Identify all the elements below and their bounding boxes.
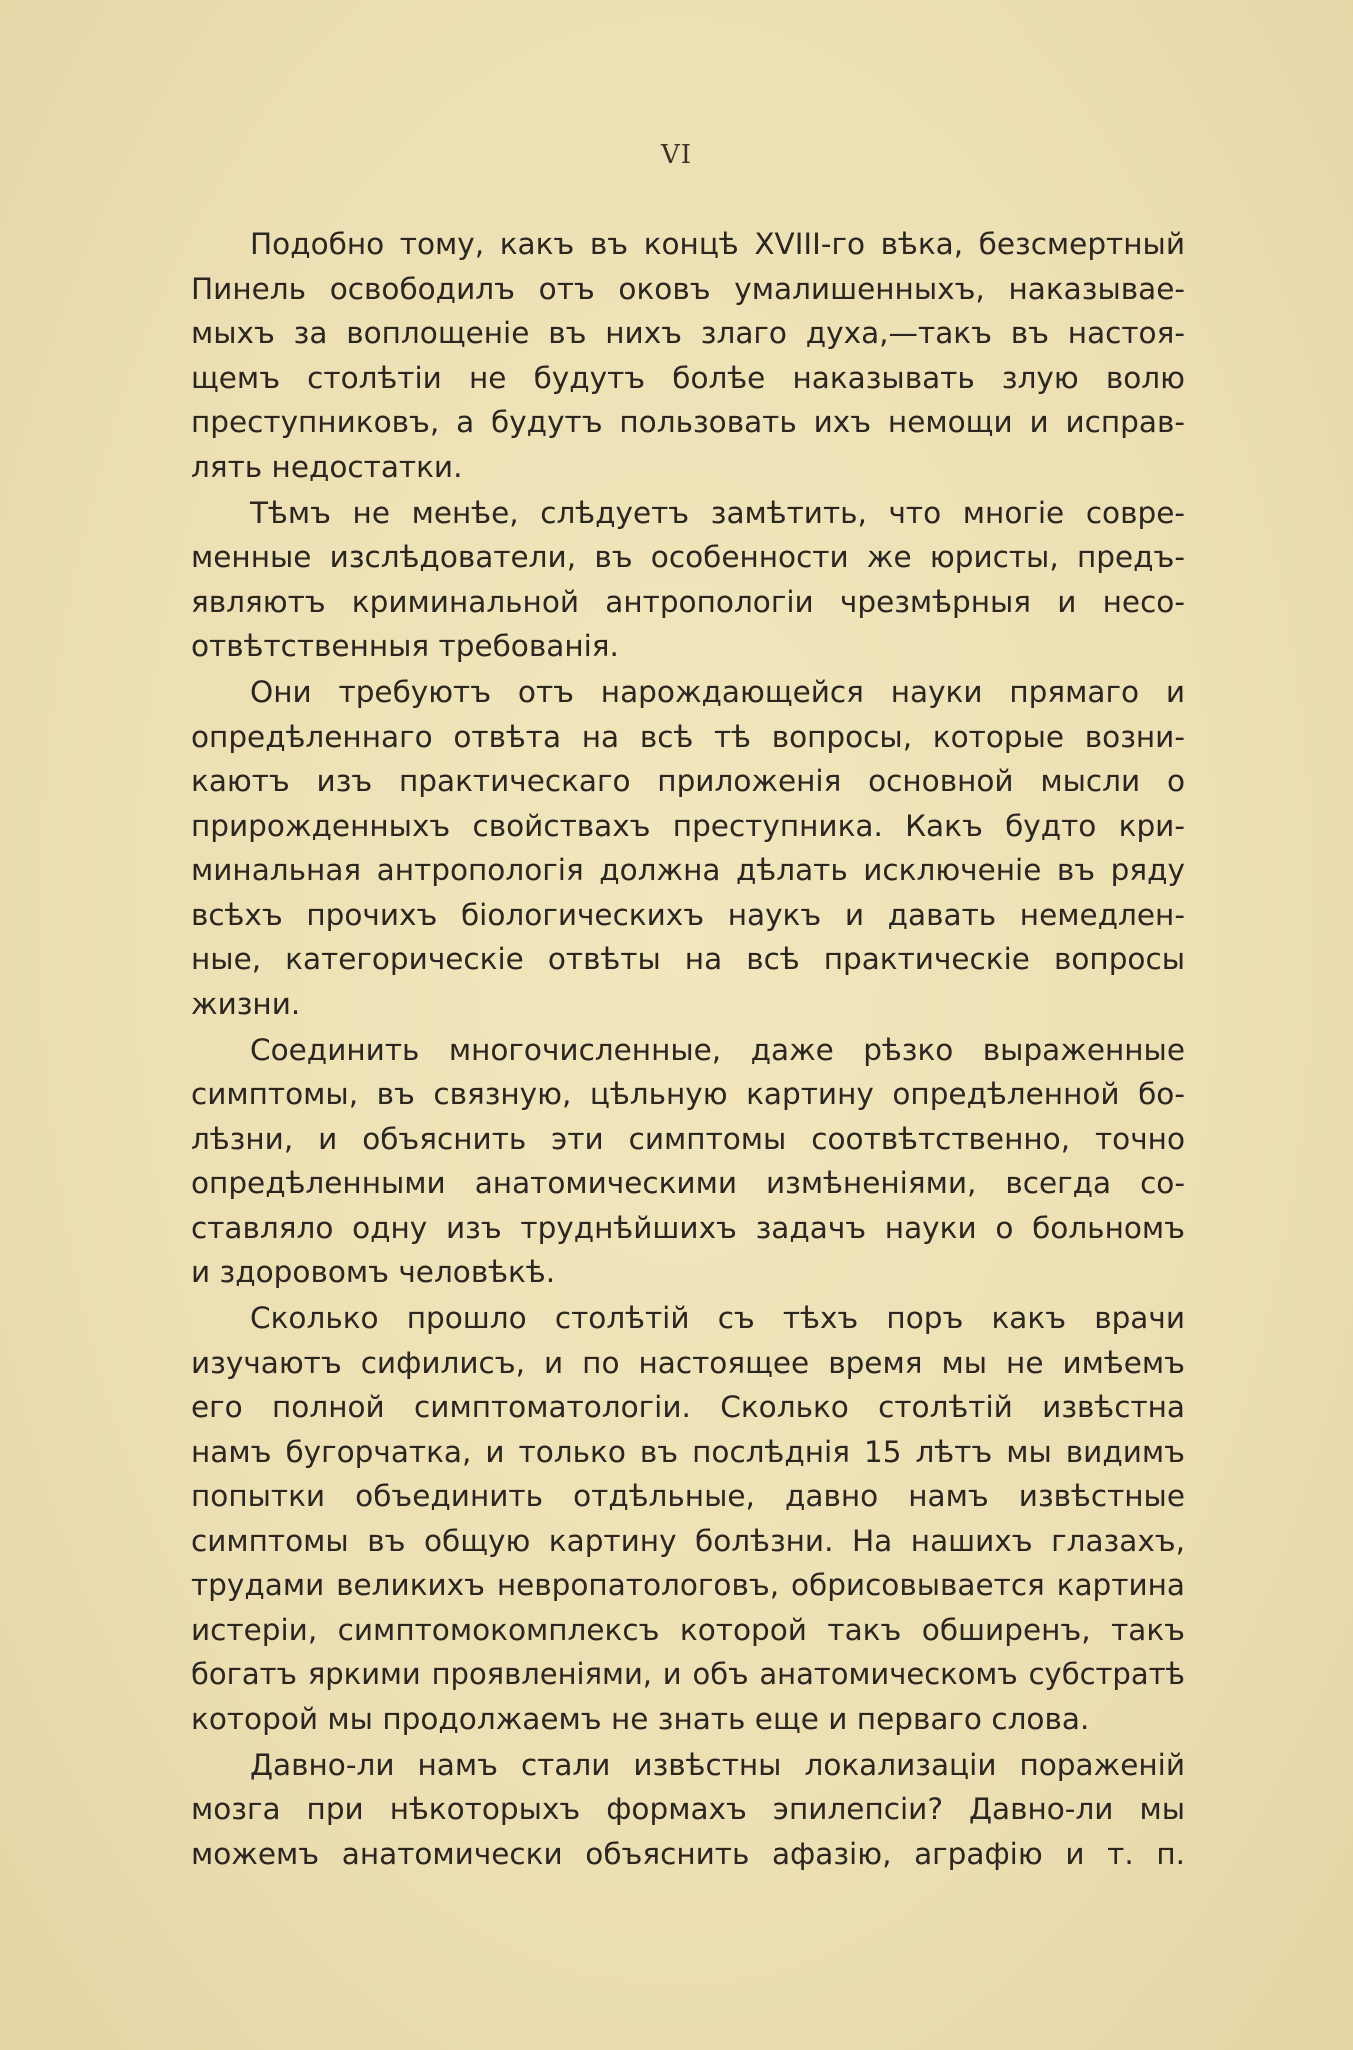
body-text (191, 222, 1185, 1876)
text-line: симптомы, въ связную, цѣльную картину опредѣленной бо- (191, 1077, 1185, 1111)
text-line: трудами великихъ невропатологовъ, обрисовывается картина (191, 1568, 1185, 1602)
text-line: минальная антропологія должна дѣлать исключеніе въ ряду (191, 853, 1185, 887)
text-line: Давно-ли намъ стали извѣстны локализаціи пораженій (250, 1747, 1185, 1782)
text-line: опредѣленнаго отвѣта на всѣ тѣ вопросы, которые возни- (191, 719, 1185, 754)
text-line: его полной симптоматологіи. Сколько столѣтій извѣстна (191, 1390, 1185, 1424)
text-line: богатъ яркими проявленіями, и объ анатомическомъ субстратѣ (191, 1657, 1185, 1691)
text-line: опредѣленными анатомическими измѣненіями, всегда со- (191, 1166, 1185, 1200)
paragraph-6 (191, 1743, 1185, 1877)
text-line: отвѣтственныя требованія. (191, 629, 619, 663)
text-line: ные, категорическіе отвѣты на всѣ практическіе вопросы (191, 942, 1185, 976)
text-line: истеріи, симптомокомплексъ которой такъ обширенъ, такъ (191, 1612, 1185, 1647)
text-line: мыхъ за воплощеніе въ нихъ злаго духа,—такъ въ настоя- (191, 316, 1185, 350)
text-line: лѣзни, и объяснить эти симптомы соотвѣтственно, точно (191, 1121, 1185, 1156)
page-number: VI (660, 140, 693, 170)
paragraph-1 (191, 222, 1185, 489)
text-line: намъ бугорчатка, и только въ послѣднія 15 лѣтъ мы видимъ (191, 1434, 1185, 1469)
text-line: Подобно тому, какъ въ концѣ XVIII-го вѣка, безсмертный (250, 227, 1185, 261)
paragraph-4 (191, 1028, 1185, 1295)
text-line: щемъ столѣтіи не будутъ болѣе наказывать злую волю (191, 360, 1185, 395)
text-line: Соединить многочисленные, даже рѣзко выраженные (250, 1032, 1185, 1067)
text-line: Пинель освободилъ отъ оковъ умалишенныхъ, наказывае- (191, 271, 1185, 306)
text-line: попытки объединить отдѣльные, давно намъ извѣстные (191, 1479, 1185, 1513)
text-line: всѣхъ прочихъ біологическихъ наукъ и давать немедлен- (191, 897, 1185, 932)
text-line: Сколько прошло столѣтій съ тѣхъ поръ какъ врачи (250, 1301, 1185, 1335)
text-line: менные изслѣдователи, въ особенности же юристы, предъ- (191, 540, 1185, 574)
text-line: Они требуютъ отъ нарождающейся науки прямаго и (250, 675, 1185, 709)
text-line: ставляло одну изъ труднѣйшихъ задачъ науки о больномъ (191, 1210, 1185, 1245)
text-line: преступниковъ, а будутъ пользовать ихъ немощи и исправ- (191, 405, 1185, 439)
text-line: мозга при нѣкоторыхъ формахъ эпилепсіи? Давно-ли мы (191, 1792, 1185, 1826)
text-line: которой мы продолжаемъ не знать еще и перваго слова. (191, 1701, 1090, 1736)
text-line: каютъ изъ практическаго приложенія основной мысли о (191, 764, 1185, 798)
paragraph-2 (191, 491, 1185, 669)
text-line: и здоровомъ человѣкѣ. (191, 1255, 556, 1289)
text-line: симптомы въ общую картину болѣзни. На нашихъ глазахъ, (191, 1523, 1185, 1558)
text-line: лять недостатки. (191, 449, 463, 484)
text-line: можемъ анатомически объяснить афазію, аграфію и т. п. (191, 1836, 1185, 1871)
text-line: жизни. (191, 986, 301, 1021)
text-line: Тѣмъ не менѣе, слѣдуетъ замѣтить, что многіе совре- (250, 495, 1185, 530)
paragraph-5 (191, 1296, 1185, 1741)
paragraph-3 (191, 670, 1185, 1026)
text-line: являютъ криминальной антропологіи чрезмѣрныя и несо- (191, 584, 1185, 619)
text-line: прирожденныхъ свойствахъ преступника. Какъ будто кри- (191, 808, 1185, 843)
text-line: изучаютъ сифилисъ, и по настоящее время мы не имѣемъ (191, 1345, 1185, 1380)
